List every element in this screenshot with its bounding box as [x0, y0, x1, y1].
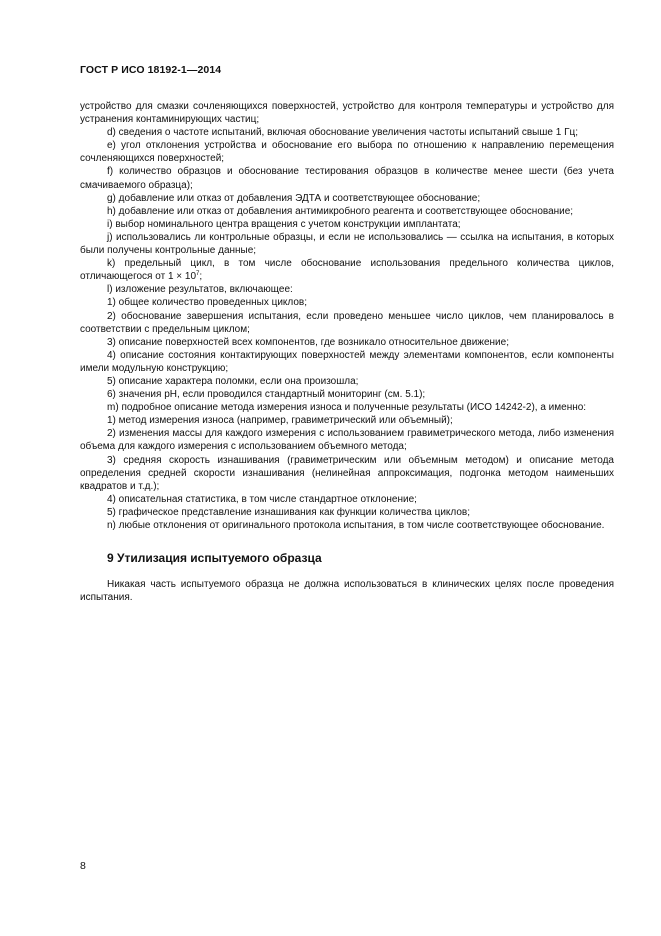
- paragraph: 5) графическое представление изнашивания как функции количества циклов;: [107, 506, 470, 518]
- document-body: [80, 100, 614, 604]
- paragraph: m) подробное описание метода измерения износа и полученные результаты (ИСО 14242-2), а именно:: [107, 402, 587, 414]
- paragraph: 3) описание поверхностей всех компонентов, где возникало относительное движение;: [107, 336, 509, 348]
- paragraph: 2) обоснование завершения испытания, если проведено меньшее число циклов, чем планировалось в соответствии с предельным циклом;: [80, 310, 614, 335]
- paragraph: 5) описание характера поломки, если она произошла;: [107, 375, 359, 387]
- paragraph: d) сведения о частоте испытаний, включая обоснование увеличения частоты испытаний свыше 1 Гц;: [107, 127, 578, 139]
- paragraph: устройство для смазки сочленяющихся поверхностей, устройство для контроля температуры и устройство для устранения контаминирующих частиц;: [80, 101, 614, 126]
- document-header: ГОСТ Р ИСО 18192-1—2014: [80, 64, 222, 76]
- paragraph-k-tail: ;: [199, 271, 203, 283]
- paragraph-list: [80, 100, 614, 257]
- paragraph: 6) значения pH, если проводился стандартный мониторинг (см. 5.1);: [107, 389, 426, 401]
- paragraph: 4) описательная статистика, в том числе стандартное отклонение;: [107, 493, 417, 505]
- paragraph: 2) изменения массы для каждого измерения с использованием гравиметрического метода, либо изменения объема для каждого измерения с использованием объемного метода;: [80, 428, 614, 453]
- paragraph: 3) средняя скорость изнашивания (гравиметрическим или объемным методом) и описание метода определения средней скорости изнашивания (нелинейная аппроксимация, подгонка методом наименьших квадратов и т.д.);: [80, 454, 614, 492]
- section-paragraph: Никакая часть испытуемого образца не должна использоваться в клинических целях после проведения испытания.: [80, 579, 614, 604]
- paragraph: j) использовались ли контрольные образцы, и если не использовались — ссылка на испытания, в которых были получены контрольные данные;: [80, 231, 614, 257]
- paragraph: g) добавление или отказ от добавления ЭДТА и соответствующее обоснование;: [107, 192, 481, 204]
- section-heading: 9 Утилизация испытуемого образца: [107, 551, 322, 566]
- page-number: 8: [80, 860, 86, 872]
- exponent: 7: [196, 271, 200, 278]
- paragraph: 4) описание состояния контактирующих поверхностей между элементами компонентов, если компоненты имели модульную конструкцию;: [80, 349, 614, 374]
- paragraph-list-2: [80, 283, 614, 532]
- paragraph: i) выбор номинального центра вращения с учетом конструкции имплантата;: [107, 218, 461, 230]
- paragraph: 1) метод измерения износа (например, гравиметрический или объемный);: [107, 415, 453, 427]
- paragraph: 1) общее количество проведенных циклов;: [107, 297, 308, 309]
- paragraph-k-text: k) предельный цикл, в том числе обоснование использования предельного количества циклов, отличающегося от 1 × 10: [80, 258, 614, 283]
- paragraph: f) количество образцов и обоснование тестирования образцов в количестве менее шести (без учета смачиваемого образца);: [80, 166, 614, 191]
- paragraph: e) угол отклонения устройства и обоснование его выбора по отношению к направлению перемещения сочленяющихся поверхностей;: [80, 140, 614, 165]
- paragraph: n) любые отклонения от оригинального протокола испытания, в том числе соответствующее обоснование.: [107, 520, 605, 531]
- paragraph: h) добавление или отказ от добавления антимикробного реагента и соответствующее обоснование;: [107, 205, 574, 217]
- paragraph-k: [80, 257, 614, 283]
- paragraph: l) изложение результатов, включающее:: [107, 284, 293, 296]
